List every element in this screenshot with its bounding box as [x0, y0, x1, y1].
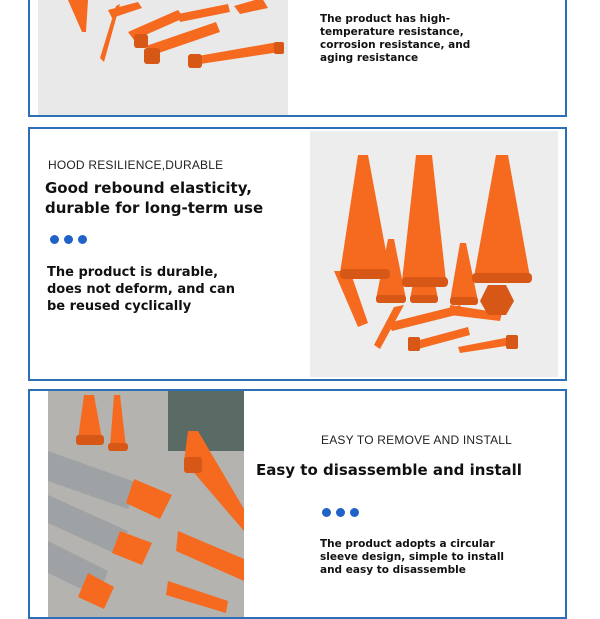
dot-icon — [322, 508, 331, 517]
dot-icon — [336, 508, 345, 517]
feature-panel-durable — [28, 127, 567, 381]
orange-nozzles-image — [38, 0, 288, 117]
product-photo-durable — [310, 131, 558, 377]
product-photo-install — [48, 391, 244, 619]
dot-icon — [350, 508, 359, 517]
description-durable: The product is durable, does not deform, and can be reused cyclically — [47, 265, 235, 314]
dot-icon — [64, 235, 73, 244]
feature-panel-top — [28, 0, 567, 117]
dot-icon — [50, 235, 59, 244]
title-install: Easy to disassemble and install — [256, 461, 522, 479]
description-install: The product adopts a circular sleeve design, simple to install and easy to disassemble — [320, 538, 505, 576]
subtitle-durable: HOOD RESILIENCE,DURABLE — [48, 158, 224, 172]
subtitle-install: EASY TO REMOVE AND INSTALL — [321, 433, 513, 447]
nozzles-on-pipes-image — [48, 391, 244, 619]
description-top: The product has high-temperature resistance, corrosion resistance, and aging resistance — [320, 13, 471, 64]
dot-icon — [78, 235, 87, 244]
title-durable: Good rebound elasticity, durable for long-term use — [45, 179, 264, 217]
product-photo-top — [38, 0, 288, 117]
orange-cone-nozzles-image — [310, 131, 558, 377]
decorative-dots — [322, 508, 359, 517]
decorative-dots — [50, 235, 87, 244]
feature-panel-install — [28, 389, 567, 619]
